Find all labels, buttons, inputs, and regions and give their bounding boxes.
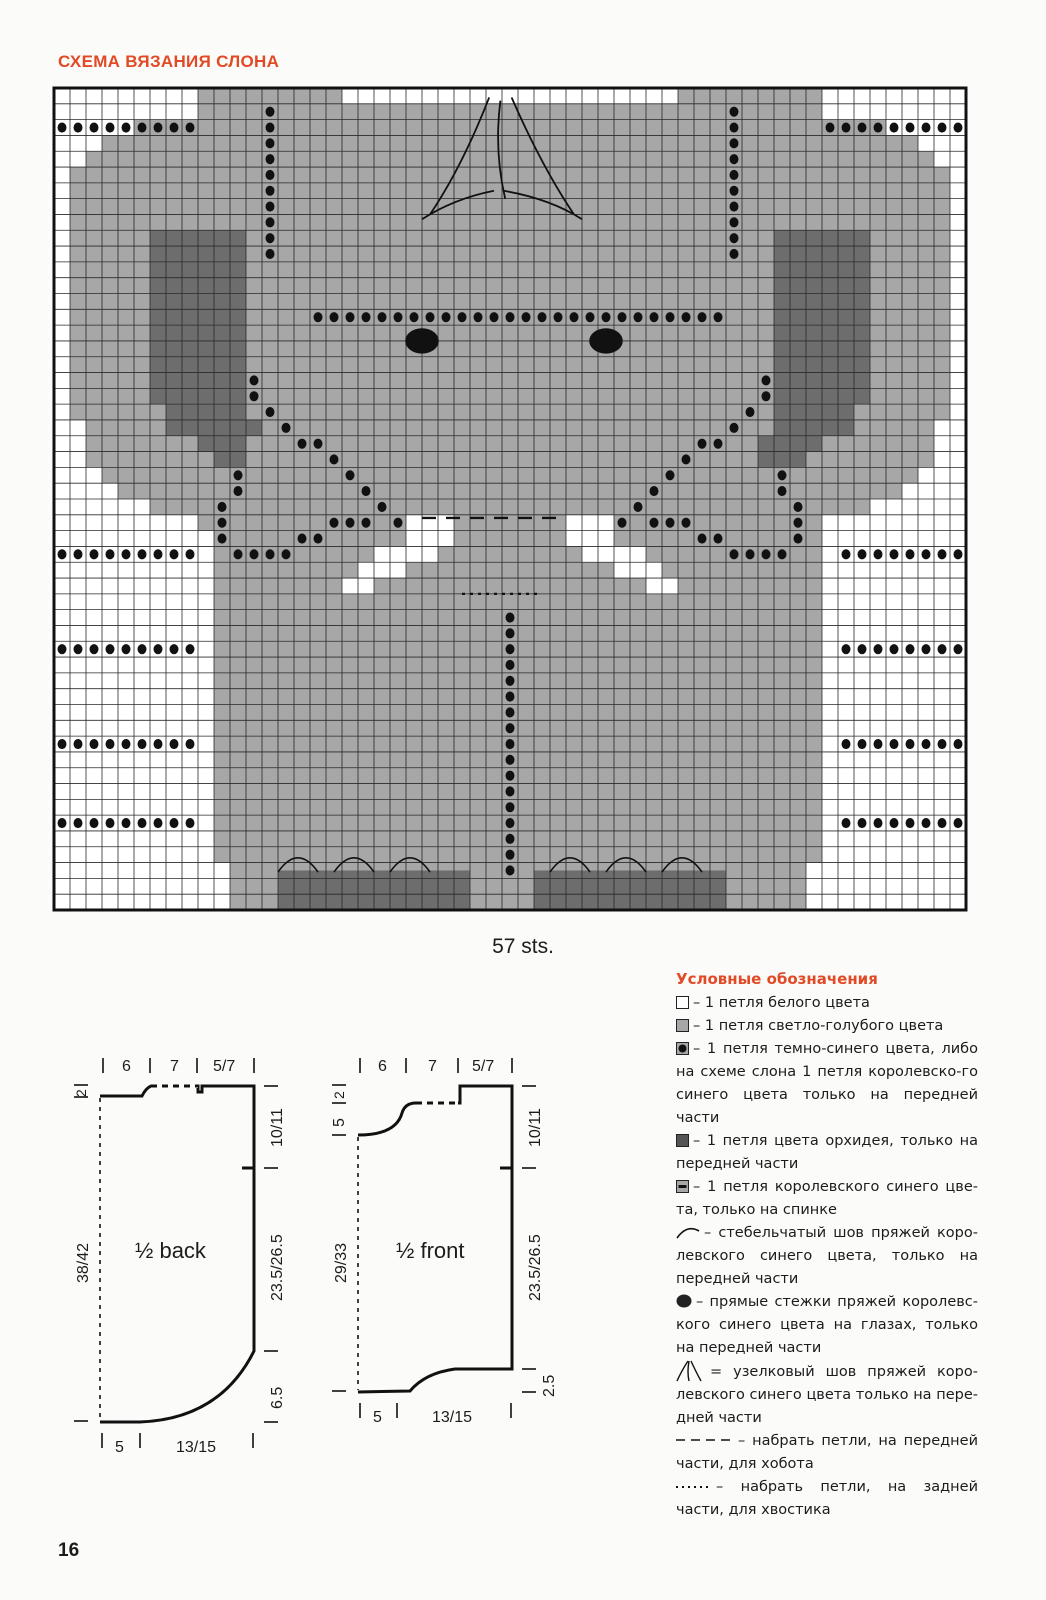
dotted-line-icon <box>676 1481 712 1491</box>
back-top-dim-3: 5/7 <box>213 1058 236 1075</box>
dark-stitch <box>506 802 515 812</box>
back-right-dim-2: 23.5/26.5 <box>269 1234 286 1301</box>
dark-stitch <box>698 439 707 449</box>
dark-stitch <box>266 122 275 132</box>
dark-stitch <box>122 122 131 132</box>
dark-stitch <box>474 312 483 322</box>
dark-stitch <box>138 644 147 654</box>
dark-stitch <box>730 186 739 196</box>
dark-stitch <box>490 312 499 322</box>
dark-stitch <box>858 122 867 132</box>
right-eye <box>589 328 623 353</box>
dark-stitch <box>730 154 739 164</box>
dark-stitch <box>90 122 99 132</box>
dark-stitch <box>954 644 963 654</box>
dark-stitch <box>90 818 99 828</box>
dark-stitch <box>522 312 531 322</box>
dark-stitch <box>890 122 899 132</box>
back-left-dim-2: 38/42 <box>75 1242 92 1283</box>
dark-stitch <box>266 138 275 148</box>
dark-stitch <box>186 739 195 749</box>
dark-stitch <box>506 755 515 765</box>
dark-stitch <box>730 138 739 148</box>
dark-stitch <box>906 739 915 749</box>
chart-stitch-count: 57 sts. <box>492 935 554 958</box>
dark-stitch <box>250 549 259 559</box>
page-number: 16 <box>58 1540 80 1561</box>
dark-stitch <box>842 122 851 132</box>
dark-stitch <box>506 786 515 796</box>
dark-stitch <box>682 454 691 464</box>
dark-stitch <box>410 312 419 322</box>
dark-stitch <box>922 644 931 654</box>
dark-stitch <box>938 739 947 749</box>
dark-stitch <box>298 533 307 543</box>
white-square-icon <box>676 996 689 1009</box>
dark-stitch <box>746 407 755 417</box>
dark-stitch <box>874 549 883 559</box>
half-front-schema <box>331 1058 558 1426</box>
dark-stitch <box>170 549 179 559</box>
dark-stitch <box>586 312 595 322</box>
dark-stitch <box>170 644 179 654</box>
dark-stitch <box>506 692 515 702</box>
straight-stitch-icon <box>676 1294 692 1308</box>
dark-stitch <box>122 818 131 828</box>
dark-stitch <box>234 486 243 496</box>
back-right-dim-3: 6.5 <box>269 1386 286 1409</box>
legend-item-straight-stitch: – прямые стежки пряжей королевс-кого синего цвета на глазах, только на передней части <box>676 1294 978 1356</box>
dark-stitch <box>698 312 707 322</box>
dark-stitch <box>266 186 275 196</box>
dark-stitch <box>58 122 67 132</box>
half-back-schema <box>73 1058 286 1456</box>
dark-stitch <box>890 644 899 654</box>
dark-stitch <box>90 644 99 654</box>
dark-stitch <box>250 391 259 401</box>
dark-stitch <box>58 818 67 828</box>
dark-stitch <box>842 549 851 559</box>
dark-stitch <box>186 644 195 654</box>
royal-blue-dash-square-icon <box>676 1180 689 1193</box>
dark-stitch <box>762 391 771 401</box>
dark-stitch <box>218 502 227 512</box>
dark-stitch <box>858 549 867 559</box>
dark-stitch <box>906 122 915 132</box>
dark-stitch <box>506 723 515 733</box>
dark-stitch <box>698 533 707 543</box>
dark-stitch <box>826 122 835 132</box>
dark-stitch <box>250 375 259 385</box>
dark-stitch <box>538 312 547 322</box>
dark-stitch <box>506 865 515 875</box>
dark-stitch <box>730 170 739 180</box>
dark-stitch <box>330 518 339 528</box>
dark-stitch <box>714 533 723 543</box>
back-left-dim-1: 2 <box>73 1089 89 1097</box>
dark-stitch <box>330 454 339 464</box>
orchid-square-icon <box>676 1134 689 1147</box>
stem-stitch-icon <box>676 1226 700 1239</box>
dark-stitch <box>554 312 563 322</box>
dark-stitch <box>266 549 275 559</box>
right-ear <box>758 230 870 467</box>
dark-stitch <box>138 122 147 132</box>
dark-stitch <box>666 470 675 480</box>
dark-stitch <box>106 122 115 132</box>
back-bottom-dim-1: 5 <box>115 1439 124 1456</box>
dark-stitch <box>138 739 147 749</box>
dark-stitch <box>634 502 643 512</box>
dark-stitch <box>762 375 771 385</box>
dark-stitch <box>938 122 947 132</box>
dark-stitch <box>842 818 851 828</box>
dark-stitch <box>346 518 355 528</box>
dark-stitch <box>730 549 739 559</box>
dark-stitch <box>858 818 867 828</box>
dark-stitch <box>906 549 915 559</box>
dark-stitch <box>330 312 339 322</box>
dark-stitch <box>378 312 387 322</box>
dark-stitch <box>730 201 739 211</box>
dark-stitch <box>282 423 291 433</box>
dark-stitch <box>890 739 899 749</box>
dark-stitch <box>138 818 147 828</box>
dark-stitch <box>170 818 179 828</box>
dark-stitch <box>890 818 899 828</box>
dark-stitch <box>506 628 515 638</box>
front-label: ½ front <box>396 1238 465 1263</box>
front-top-dim-3: 5/7 <box>472 1058 495 1075</box>
dark-stitch <box>154 549 163 559</box>
front-right-dim-2: 23.5/26.5 <box>527 1234 544 1301</box>
dark-stitch <box>858 644 867 654</box>
dark-stitch <box>170 122 179 132</box>
dark-stitch <box>74 122 83 132</box>
dark-stitch <box>618 518 627 528</box>
legend-item-dashed-line: – набрать петли, на передней части, для хобота <box>676 1433 978 1472</box>
dark-stitch <box>506 312 515 322</box>
legend-title: Условные обозначения <box>676 970 878 988</box>
dark-stitch <box>922 739 931 749</box>
dark-stitch <box>650 486 659 496</box>
legend-item-dotted-line: – набрать петли, на задней части, для хвостика <box>676 1479 978 1518</box>
knot-stitch-icon <box>676 1360 706 1382</box>
dark-stitch <box>266 233 275 243</box>
elephant-knitting-chart <box>52 86 968 912</box>
dark-stitch <box>634 312 643 322</box>
dark-stitch <box>858 739 867 749</box>
dark-stitch <box>922 549 931 559</box>
dark-stitch <box>442 312 451 322</box>
dark-stitch <box>362 486 371 496</box>
dark-stitch <box>154 818 163 828</box>
dark-stitch <box>154 644 163 654</box>
dark-stitch <box>346 470 355 480</box>
dark-stitch <box>282 549 291 559</box>
dark-stitch <box>74 644 83 654</box>
dark-stitch <box>122 549 131 559</box>
dark-stitch <box>922 818 931 828</box>
left-ear <box>150 230 262 467</box>
dark-stitch <box>922 122 931 132</box>
dark-stitch <box>106 549 115 559</box>
dark-stitch <box>730 249 739 259</box>
dark-stitch <box>938 818 947 828</box>
front-left-dim-1: 5 <box>331 1118 348 1127</box>
legend-item-stem-stitch: – стебельчатый шов пряжей коро-левского синего цвета, только на передней части <box>676 1225 978 1287</box>
dark-stitch <box>458 312 467 322</box>
back-right-dim-1: 10/11 <box>269 1108 286 1147</box>
legend-item-light-blue: – 1 петля светло-голубого цвета <box>676 1015 978 1038</box>
dark-stitch <box>506 707 515 717</box>
dark-stitch <box>906 644 915 654</box>
dark-stitch <box>218 518 227 528</box>
dark-stitch <box>714 439 723 449</box>
dark-stitch <box>314 533 323 543</box>
dark-stitch <box>218 533 227 543</box>
dark-stitch <box>266 249 275 259</box>
dark-stitch <box>362 312 371 322</box>
dark-stitch <box>906 818 915 828</box>
dark-stitch <box>714 312 723 322</box>
dark-stitch <box>90 739 99 749</box>
dark-stitch <box>266 217 275 227</box>
dark-stitch <box>954 818 963 828</box>
back-top-dim-2: 7 <box>170 1058 179 1075</box>
dark-stitch <box>154 122 163 132</box>
legend-item-royal-blue: – 1 петля королевского синего цве-та, только на спинке <box>676 1179 978 1218</box>
dark-stitch <box>730 423 739 433</box>
dark-stitch <box>506 612 515 622</box>
dark-stitch <box>954 739 963 749</box>
dark-stitch <box>666 518 675 528</box>
dark-stitch <box>58 739 67 749</box>
dark-stitch <box>506 771 515 781</box>
dark-stitch <box>170 739 179 749</box>
front-top-dim-1: 6 <box>378 1058 387 1075</box>
dark-stitch <box>506 676 515 686</box>
dark-stitch <box>730 107 739 117</box>
dark-stitch <box>154 739 163 749</box>
dark-stitch <box>346 312 355 322</box>
dark-stitch <box>314 312 323 322</box>
legend-item-knot-stitch: = узелковый шов пряжей коро-левского синего цвета только на пере-дней части <box>676 1360 978 1430</box>
dark-stitch <box>842 644 851 654</box>
back-top-dim-1: 6 <box>122 1058 131 1075</box>
dark-stitch <box>506 850 515 860</box>
dark-stitch <box>298 439 307 449</box>
dark-stitch <box>570 312 579 322</box>
front-bottom-dim-1: 5 <box>373 1409 382 1426</box>
dark-stitch <box>650 312 659 322</box>
dark-stitch <box>954 122 963 132</box>
dark-stitch <box>794 502 803 512</box>
dark-stitch <box>506 834 515 844</box>
dark-stitch <box>794 533 803 543</box>
dark-stitch <box>314 439 323 449</box>
dark-stitch <box>682 312 691 322</box>
legend-item-orchid: – 1 петля цвета орхидея, только на передней части <box>676 1133 978 1172</box>
dark-stitch <box>794 518 803 528</box>
dark-stitch <box>122 739 131 749</box>
back-label: ½ back <box>135 1238 206 1263</box>
dark-stitch <box>730 122 739 132</box>
dashed-line-icon <box>676 1435 734 1445</box>
dark-stitch <box>394 312 403 322</box>
dark-stitch <box>746 549 755 559</box>
dark-stitch <box>778 549 787 559</box>
dark-stitch <box>266 201 275 211</box>
dark-stitch <box>762 549 771 559</box>
dark-stitch <box>874 739 883 749</box>
dark-stitch <box>426 312 435 322</box>
dark-stitch <box>90 549 99 559</box>
front-right-dim-3: 2.5 <box>541 1374 558 1397</box>
dark-stitch <box>394 518 403 528</box>
front-left-dim-3: 29/33 <box>333 1242 350 1283</box>
dark-stitch <box>186 549 195 559</box>
dark-stitch <box>138 549 147 559</box>
legend <box>676 968 978 1522</box>
front-right-dim-1: 10/11 <box>527 1108 544 1147</box>
light-blue-square-icon <box>676 1019 689 1032</box>
dark-stitch <box>58 644 67 654</box>
left-eye <box>405 328 439 353</box>
dark-stitch <box>954 549 963 559</box>
dark-stitch <box>362 518 371 528</box>
dark-stitch <box>874 818 883 828</box>
dark-stitch <box>778 470 787 480</box>
dark-stitch <box>266 407 275 417</box>
dark-stitch <box>186 122 195 132</box>
garment-schemas <box>60 1055 600 1495</box>
dark-stitch <box>602 312 611 322</box>
front-bottom-dim-2: 13/15 <box>432 1409 473 1426</box>
dark-stitch <box>58 549 67 559</box>
dark-stitch <box>106 818 115 828</box>
back-bottom-dim-2: 13/15 <box>176 1439 217 1456</box>
dark-stitch <box>874 644 883 654</box>
dark-stitch <box>266 154 275 164</box>
dark-stitch <box>650 518 659 528</box>
dark-stitch <box>506 644 515 654</box>
dark-stitch <box>74 818 83 828</box>
dark-stitch <box>266 170 275 180</box>
dark-stitch <box>106 644 115 654</box>
legend-item-white: – 1 петля белого цвета <box>676 992 978 1015</box>
dark-stitch <box>730 233 739 243</box>
dark-stitch <box>74 549 83 559</box>
dark-stitch <box>106 739 115 749</box>
front-left-dim-2: 2 <box>331 1091 347 1099</box>
dark-stitch <box>506 818 515 828</box>
dark-stitch <box>730 217 739 227</box>
dark-stitch <box>266 107 275 117</box>
dark-stitch <box>778 486 787 496</box>
dark-stitch <box>186 818 195 828</box>
dark-stitch <box>506 739 515 749</box>
dark-stitch <box>874 122 883 132</box>
dark-stitch <box>618 312 627 322</box>
dark-stitch <box>378 502 387 512</box>
dark-stitch <box>682 518 691 528</box>
dark-stitch <box>666 312 675 322</box>
dark-stitch <box>234 470 243 480</box>
dark-stitch <box>234 549 243 559</box>
legend-item-dark-blue: – 1 петля темно-синего цвета, либо на схеме слона 1 петля королевско-го синего цвета только на передней части <box>676 1041 978 1126</box>
dark-stitch <box>842 739 851 749</box>
dark-stitch <box>938 549 947 559</box>
dark-stitch <box>506 660 515 670</box>
dark-stitch <box>122 644 131 654</box>
dark-blue-dot-square-icon <box>676 1042 689 1055</box>
front-top-dim-2: 7 <box>428 1058 437 1075</box>
dark-stitch <box>890 549 899 559</box>
dark-stitch <box>938 644 947 654</box>
dark-stitch <box>74 739 83 749</box>
page-title: СХЕМА ВЯЗАНИЯ СЛОНА <box>58 52 280 71</box>
